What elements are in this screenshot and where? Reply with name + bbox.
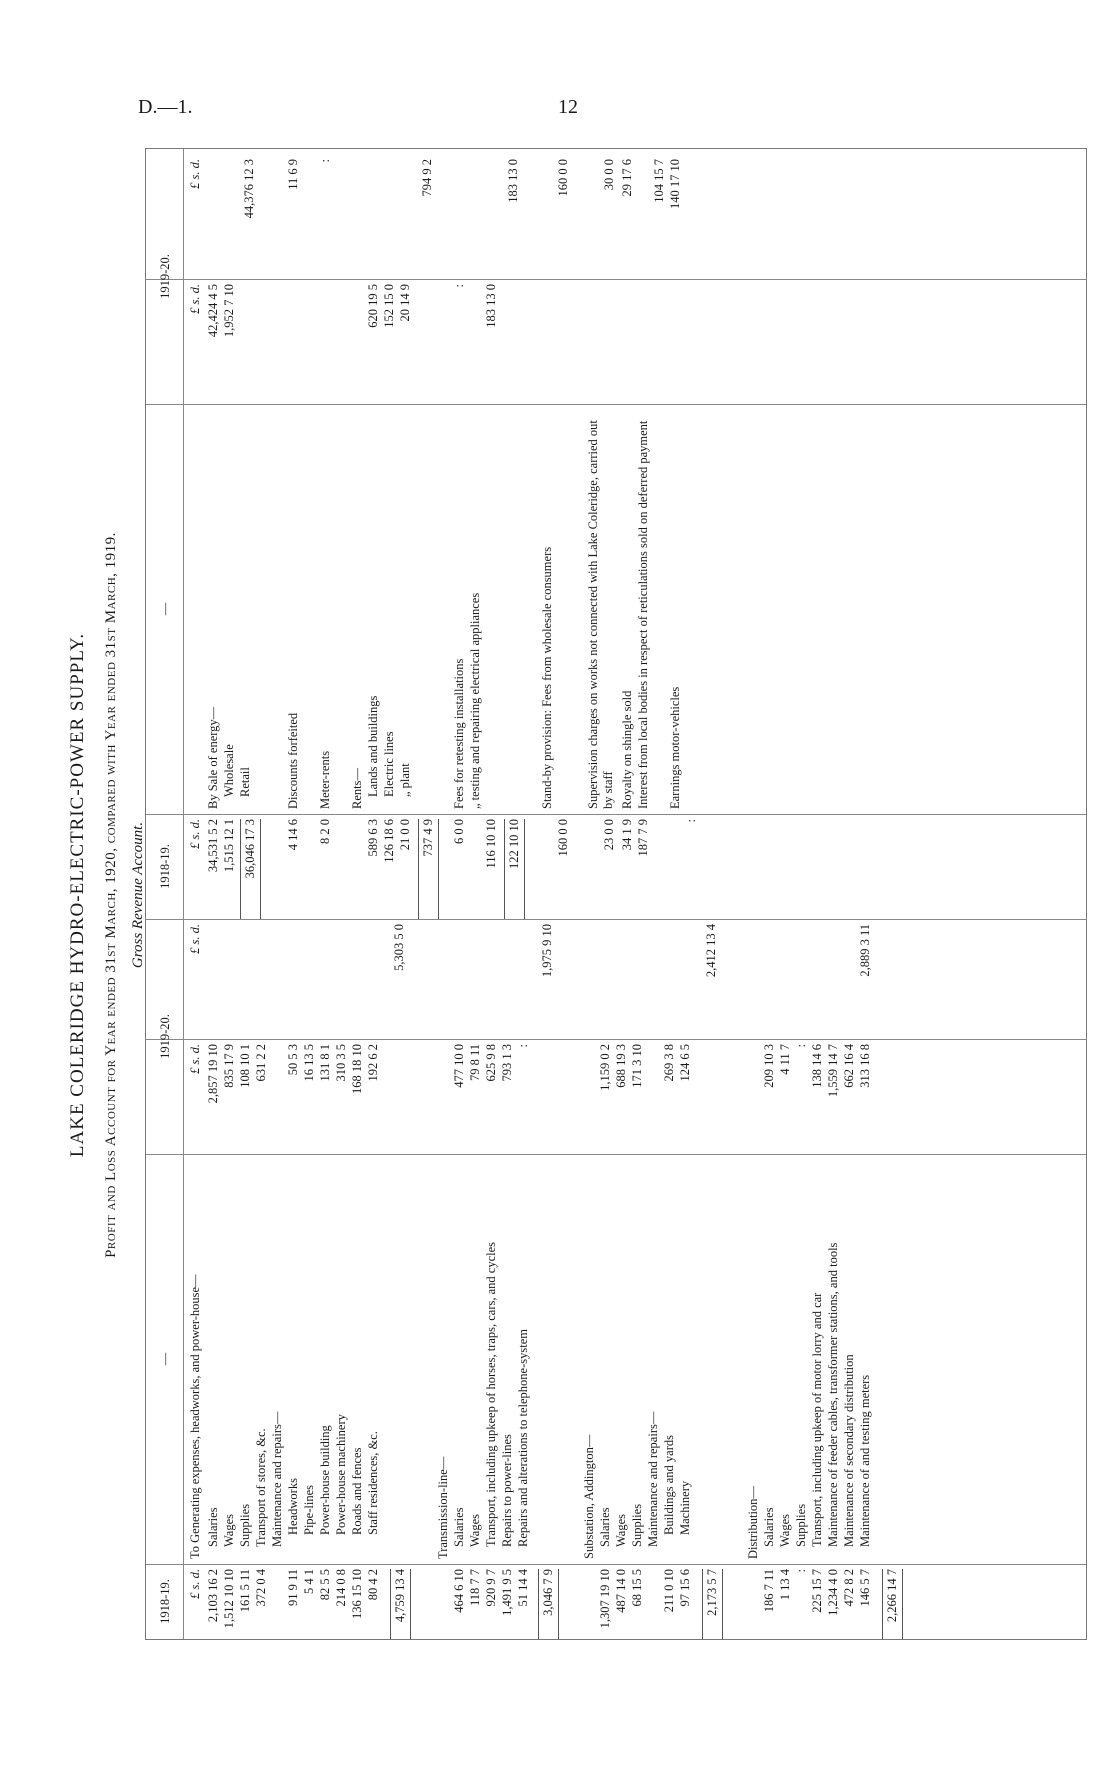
list-item: Lands and buildings — [366, 695, 380, 797]
subtotal-prev: 2,173 5 7 — [702, 1569, 723, 1639]
amount-curr: : — [516, 1044, 530, 1048]
subtotal-curr: 5,303 5 0 — [392, 924, 406, 971]
list-item: Power-house machinery — [334, 1414, 348, 1535]
amount-curr: 140 17 10 — [668, 159, 682, 209]
list-item: Roads and fences — [350, 1447, 364, 1535]
amount-prev: 146 5 7 — [858, 1569, 872, 1607]
subtotal-prev: 36,046 17 3 — [240, 819, 261, 919]
amount-prev: 1,491 9 5 — [500, 1569, 514, 1616]
amount-prev: 23 0 0 — [602, 819, 616, 851]
amount-curr: 171 3 10 — [630, 1044, 644, 1088]
list-item: Power-house building — [318, 1425, 332, 1535]
list-item: Supplies — [238, 1503, 252, 1547]
substation-heading: Substation, Addington— — [582, 1434, 596, 1559]
amount-curr: 835 17 9 — [222, 1044, 236, 1088]
amount-prev: 4 14 6 — [286, 819, 300, 851]
list-item: Pipe-lines — [302, 1485, 316, 1535]
amount-prev: : — [794, 1569, 808, 1573]
amount-prev: 920 9 7 — [484, 1569, 498, 1607]
list-item: „ plant — [398, 763, 412, 797]
subtotal-curr: 44,376 12 3 — [242, 159, 256, 219]
amount-curr: 1,952 7 10 — [222, 284, 236, 338]
amount-curr: 620 19 5 — [366, 284, 380, 328]
transmission-heading: Transmission-line— — [436, 1456, 450, 1559]
amount-curr: 138 14 6 — [810, 1044, 824, 1088]
amount-curr: 1,559 14 7 — [826, 1044, 840, 1098]
amount-curr: 152 15 0 — [382, 284, 396, 328]
standby-label: Stand-by provision: Fees from wholesale consumers — [540, 546, 554, 809]
document-subtitle: Profit and Loss Account for Year ended 31st March, 1920, compared with Year ended 31st March, 1919. — [103, 532, 119, 1258]
list-item: Wholesale — [222, 744, 236, 797]
amount-curr: 209 10 3 — [762, 1044, 776, 1088]
amount-prev: 214 0 8 — [334, 1569, 348, 1607]
amount-prev: : — [684, 819, 698, 823]
amount-prev: 1,307 19 10 — [598, 1569, 612, 1629]
amount-curr: 42,424 4 5 — [206, 284, 220, 338]
list-item: Maintenance of secondary distribution — [842, 1354, 856, 1547]
amount-prev: 2,103 16 2 — [206, 1569, 220, 1623]
lsd-units: £ s. d. — [188, 924, 202, 954]
distribution-heading: Distribution— — [746, 1486, 760, 1559]
amount-prev: 118 7 7 — [468, 1569, 482, 1607]
amount-prev: 34,531 5 2 — [206, 819, 220, 873]
col-curr-right-a — [146, 279, 1086, 404]
amount-prev: 186 7 11 — [762, 1569, 776, 1613]
list-item: „ testing and repairing electrical appliances — [468, 592, 482, 809]
amount-curr: 29 17 6 — [620, 159, 634, 197]
list-item: Salaries — [762, 1507, 776, 1547]
amount-prev: 126 18 6 — [382, 819, 396, 863]
list-item: Earnings motor-vehicles — [668, 686, 682, 809]
amount-curr: : — [318, 159, 332, 163]
list-item: Electric lines — [382, 731, 396, 797]
amount-curr: 4 11 7 — [778, 1044, 792, 1075]
amount-prev: 34 1 9 — [620, 819, 634, 851]
list-item: Royalty on shingle sold — [620, 690, 634, 809]
list-item: Salaries — [452, 1507, 466, 1547]
amount-curr: 104 15 7 — [652, 159, 666, 203]
amount-prev: 372 0 4 — [254, 1569, 268, 1607]
header-prev-year-right: 1918-19. — [146, 814, 184, 919]
list-item: Wages — [614, 1513, 628, 1547]
lsd-units: £ s. d. — [188, 819, 202, 849]
col-curr-left-b — [146, 919, 1086, 1039]
list-item: Supervision charges on works not connected with Lake Coleridge, carried out by staff — [586, 420, 615, 809]
amount-prev: 1 13 4 — [778, 1569, 792, 1601]
header-prev-year-left: 1918-19. — [146, 1564, 184, 1639]
amount-prev: 160 0 0 — [556, 819, 570, 857]
subtotal-prev: 4,759 13 4 — [390, 1569, 411, 1639]
subtotal-prev: 2,266 14 7 — [882, 1569, 903, 1639]
energy-heading: By Sale of energy— — [206, 706, 220, 809]
amount-curr: 50 5 3 — [286, 1044, 300, 1076]
amount-curr: 108 10 1 — [238, 1044, 252, 1088]
list-item: Repairs to power-lines — [500, 1434, 514, 1547]
amount-prev: 161 5 11 — [238, 1569, 252, 1613]
amount-prev: 472 8 2 — [842, 1569, 856, 1607]
rents-heading: Rents— — [350, 768, 364, 809]
lsd-units: £ s. d. — [188, 159, 202, 189]
subtotal-prev: 3,046 7 9 — [538, 1569, 559, 1639]
amount-prev: 80 4 2 — [366, 1569, 380, 1601]
amount-curr: 662 16 4 — [842, 1044, 856, 1088]
amount-prev: 91 9 11 — [286, 1569, 300, 1607]
amount-curr: 269 3 8 — [662, 1044, 676, 1082]
list-item: Fees for retesting installations — [452, 658, 466, 809]
subtotal-prev: 122 10 10 — [504, 819, 525, 919]
amount-curr: 11 6 9 — [286, 159, 300, 190]
amount-curr: 631 2 2 — [254, 1044, 268, 1082]
header-curr-year-right: 1919-20. — [146, 149, 184, 404]
list-item: Transport of stores, &c. — [254, 1428, 268, 1547]
amount-prev: 211 0 10 — [662, 1569, 676, 1613]
list-item: Wages — [222, 1513, 236, 1547]
meter-rents-label: Meter-rents — [318, 750, 332, 809]
amount-prev: 97 15 6 — [678, 1569, 692, 1607]
lsd-units: £ s. d. — [188, 284, 202, 314]
list-item: Supplies — [630, 1503, 644, 1547]
list-item: Wages — [778, 1513, 792, 1547]
list-item: Retail — [238, 767, 252, 797]
subtotal-curr: 183 13 0 — [506, 159, 520, 203]
list-item: Salaries — [598, 1507, 612, 1547]
amount-curr: 1,159 0 2 — [598, 1044, 612, 1091]
lsd-units: £ s. d. — [188, 1044, 202, 1074]
amount-curr: 2,857 19 10 — [206, 1044, 220, 1104]
page-reference: D.—1. — [138, 96, 193, 118]
title-block — [67, 150, 147, 1640]
amount-curr: 131 8 1 — [318, 1044, 332, 1082]
maintenance-heading: Maintenance and repairs— — [646, 1411, 660, 1547]
amount-prev: 6 0 0 — [452, 819, 466, 844]
lsd-units: £ s. d. — [188, 1569, 202, 1599]
list-item: Headworks — [286, 1478, 300, 1535]
header-dash-right: — — [146, 404, 184, 814]
account-name: Gross Revenue Account. — [130, 821, 146, 969]
amount-curr: 625 9 8 — [484, 1044, 498, 1082]
amount-prev: 187 7 9 — [636, 819, 650, 857]
amount-curr: 30 0 0 — [602, 159, 616, 191]
amount-prev: 82 5 5 — [318, 1569, 332, 1601]
amount-curr: 313 16 8 — [858, 1044, 872, 1088]
list-item: Interest from local bodies in respect of reticulations sold on deferred payment — [636, 420, 650, 809]
amount-curr: 160 0 0 — [556, 159, 570, 197]
amount-curr: 20 14 9 — [398, 284, 412, 322]
subtotal-prev: 737 4 9 — [418, 819, 439, 919]
subtotal-curr: 2,412 13 4 — [704, 924, 718, 978]
list-item: Maintenance of feeder cables, transformer stations, and tools — [826, 1242, 840, 1547]
page-number: 12 — [558, 96, 578, 118]
amount-prev: 21 0 0 — [398, 819, 412, 851]
amount-curr: 79 8 11 — [468, 1044, 482, 1082]
list-item: Buildings and yards — [662, 1435, 676, 1535]
header-curr-year-left: 1919-20. — [146, 919, 184, 1154]
header-dash-left: — — [146, 1154, 184, 1564]
amount-prev: 1,512 10 10 — [222, 1569, 236, 1629]
account-table — [145, 148, 1087, 1640]
amount-prev: 1,234 4 0 — [826, 1569, 840, 1616]
amount-prev: 464 6 10 — [452, 1569, 466, 1613]
amount-curr: 793 1 3 — [500, 1044, 514, 1082]
subtotal-curr: 794 9 2 — [420, 159, 434, 197]
maintenance-heading: Maintenance and repairs— — [270, 1411, 284, 1547]
amount-curr: 477 10 0 — [452, 1044, 466, 1088]
generating-heading: To Generating expenses, headworks, and power-house— — [188, 1274, 202, 1559]
amount-curr: 124 6 5 — [678, 1044, 692, 1082]
amount-curr: 310 3 5 — [334, 1044, 348, 1082]
list-item: Supplies — [794, 1503, 808, 1547]
list-item: Salaries — [206, 1507, 220, 1547]
list-item: Transport, including upkeep of horses, traps, cars, and cycles — [484, 1241, 498, 1547]
amount-prev: 68 15 5 — [630, 1569, 644, 1607]
amount-prev: 1,515 12 1 — [222, 819, 236, 873]
amount-curr: 192 6 2 — [366, 1044, 380, 1082]
amount-prev: 589 6 3 — [366, 819, 380, 857]
list-item: Transport, including upkeep of motor lorry and car — [810, 1292, 824, 1547]
list-item: Repairs and alterations to telephone-system — [516, 1329, 530, 1547]
amount-prev: 116 10 10 — [484, 819, 498, 869]
amount-prev: 487 14 0 — [614, 1569, 628, 1613]
amount-prev: 51 14 4 — [516, 1569, 530, 1607]
subtotal-curr: 1,975 9 10 — [540, 924, 554, 978]
amount-prev: 136 15 10 — [350, 1569, 364, 1619]
amount-curr: 183 13 0 — [484, 284, 498, 328]
subtotal-curr: 2,889 3 11 — [858, 924, 872, 977]
list-item: Staff residences, &c. — [366, 1431, 380, 1535]
discounts-label: Discounts forfeited — [286, 712, 300, 809]
amount-curr: : — [794, 1044, 808, 1048]
amount-curr: 168 18 10 — [350, 1044, 364, 1094]
list-item: Wages — [468, 1513, 482, 1547]
list-item: Machinery — [678, 1480, 692, 1535]
amount-curr: 688 19 3 — [614, 1044, 628, 1088]
list-item: Maintenance of and testing meters — [858, 1374, 872, 1547]
amount-curr: 16 13 5 — [302, 1044, 316, 1082]
amount-prev: 8 2 0 — [318, 819, 332, 844]
amount-curr: : — [452, 284, 466, 288]
amount-prev: 5 4 1 — [302, 1569, 316, 1594]
rotated-table-stage — [67, 150, 1085, 1640]
amount-prev: 225 15 7 — [810, 1569, 824, 1613]
document-title: LAKE COLERIDGE HYDRO-ELECTRIC-POWER SUPPLY. — [67, 632, 88, 1158]
